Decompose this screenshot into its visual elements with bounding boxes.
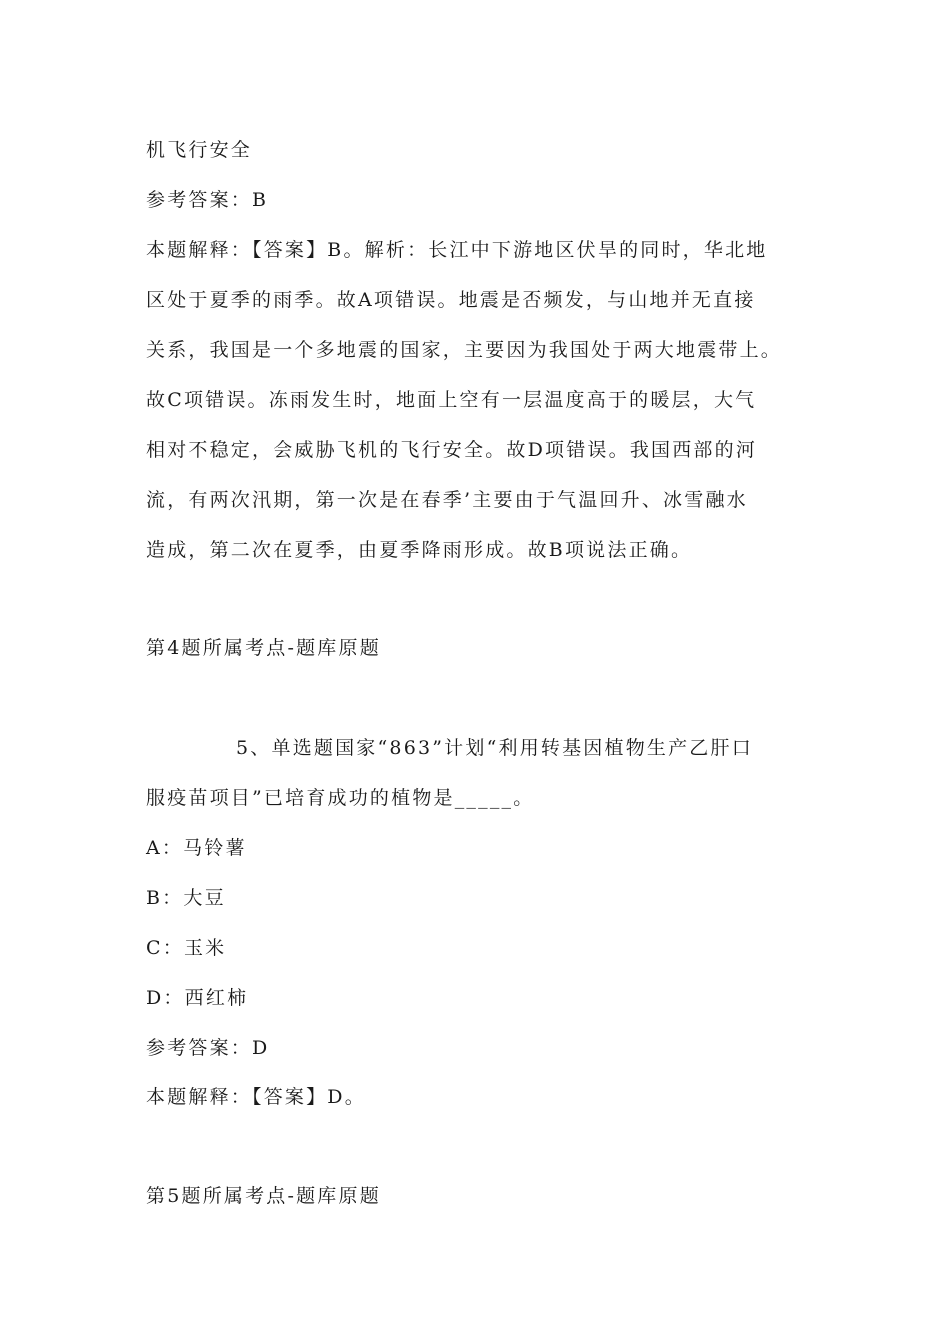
q4-explanation-line: 流，有两次汛期，第一次是在春季’主要由于气温回升、冰雪融水 [146, 489, 748, 511]
q5-option-c: C：玉米 [146, 937, 227, 959]
q5-stem-line: 服疫苗项目”已培育成功的植物是_____。 [146, 787, 535, 809]
q4-explanation-line: 关系，我国是一个多地震的国家，主要因为我国处于两大地震带上。 [146, 339, 783, 361]
q4-explanation-line: 相对不稳定，会威胁飞机的飞行安全。故D项错误。我国西部的河 [146, 439, 758, 461]
q5-option-b: B：大豆 [146, 887, 226, 909]
q4-explanation-line: 区处于夏季的雨季。故A项错误。地震是否频发，与山地并无直接 [146, 289, 756, 311]
q4-stem-continuation: 机飞行安全 [146, 139, 253, 161]
q4-explanation-line: 本题解释：【答案】B。解析：长江中下游地区伏旱的同时，华北地 [146, 239, 768, 261]
q5-option-a: A：马铃薯 [146, 837, 247, 859]
q5-stem-line: 5、单选题国家“863”计划“利用转基因植物生产乙肝口 [236, 737, 753, 759]
q4-explanation-line: 故C项错误。冻雨发生时，地面上空有一层温度高于的暖层，大气 [146, 389, 757, 411]
q5-explanation: 本题解释：【答案】D。 [146, 1086, 366, 1108]
q4-topic: 第4题所属考点-题库原题 [146, 637, 381, 659]
q5-answer: 参考答案：D [146, 1037, 270, 1059]
q4-answer: 参考答案：B [146, 189, 269, 211]
q4-explanation-line: 造成，第二次在夏季，由夏季降雨形成。故B项说法正确。 [146, 539, 693, 561]
q5-topic: 第5题所属考点-题库原题 [146, 1185, 381, 1207]
q5-option-d: D：西红柿 [146, 987, 249, 1009]
